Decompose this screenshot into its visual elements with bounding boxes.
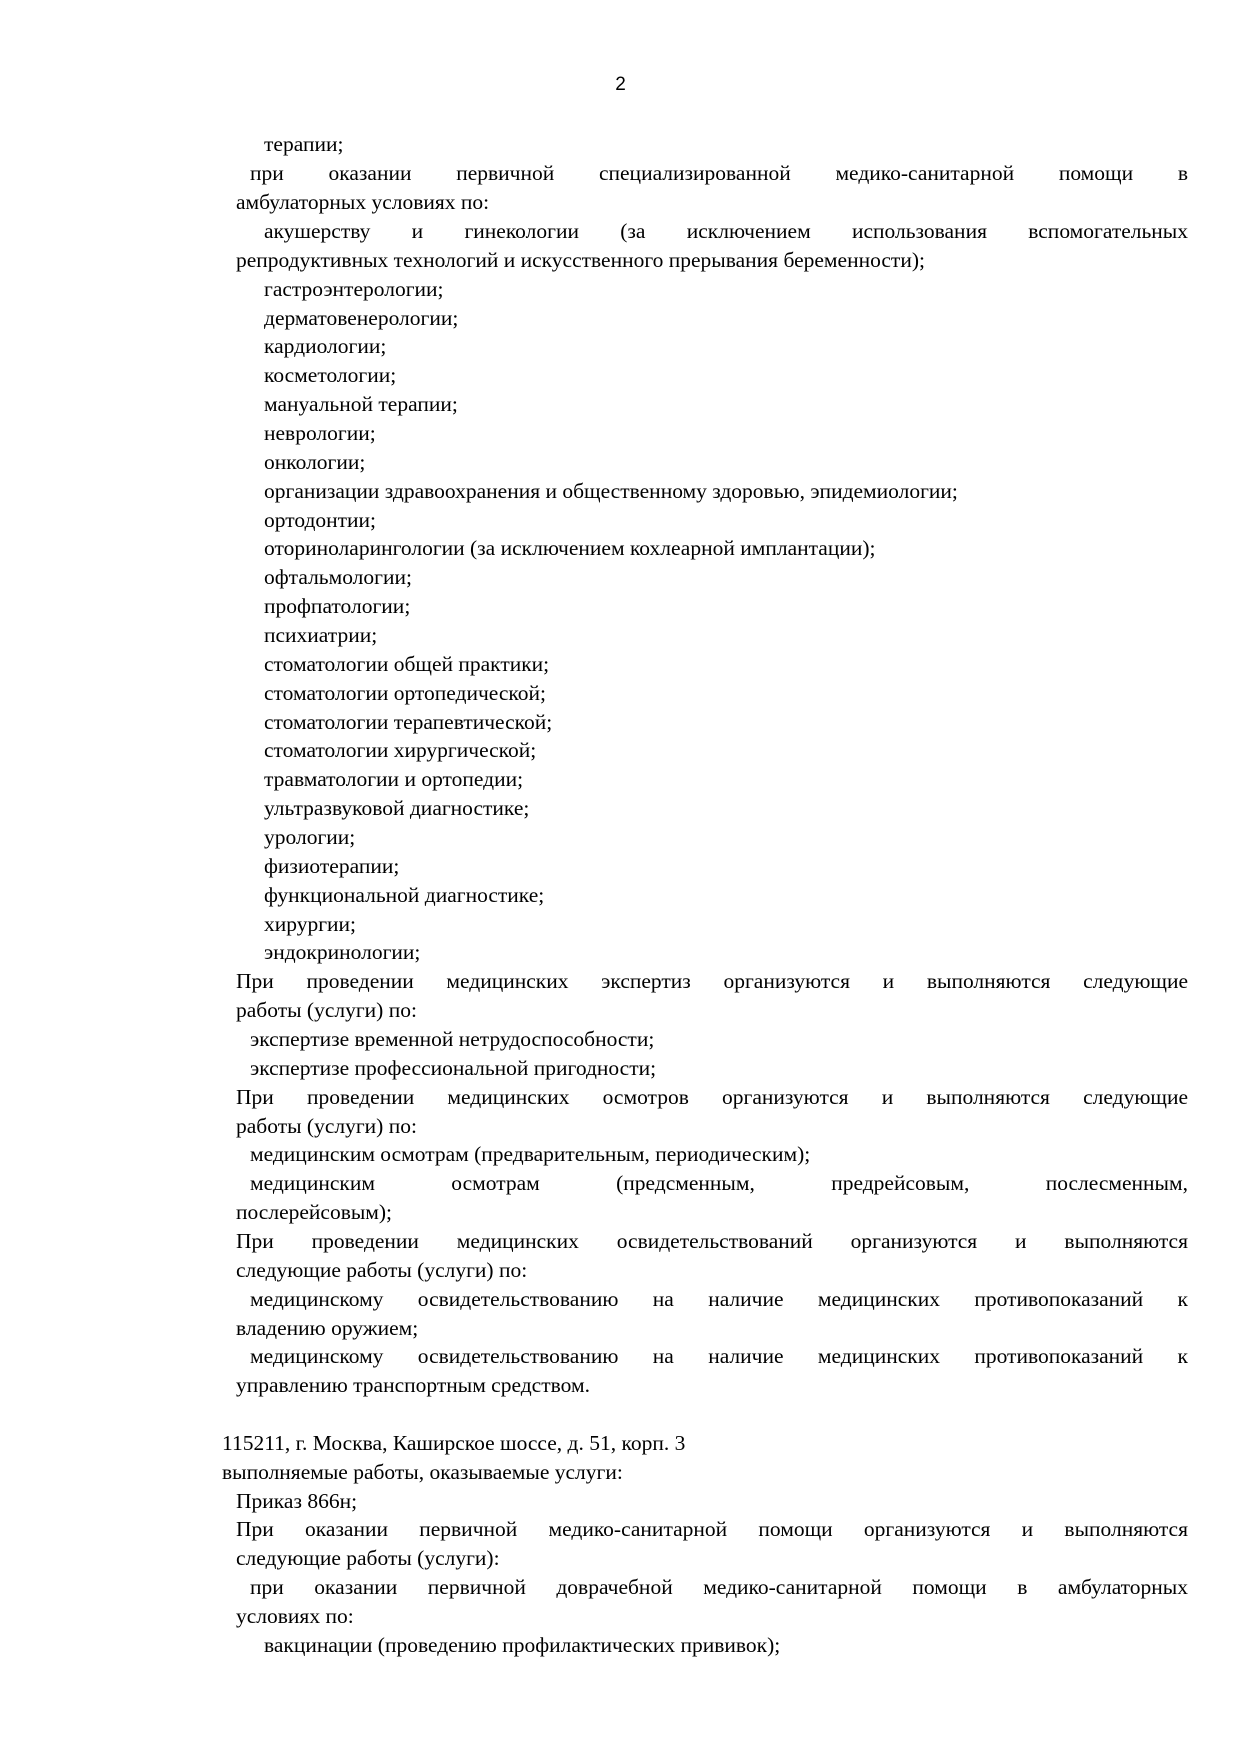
text-line: следующие работы (услуги) по: [236, 1258, 528, 1282]
text-line: хирургии; [264, 912, 357, 936]
text-line: кардиологии; [264, 334, 387, 358]
text-line: экспертизе профессиональной пригодности; [250, 1056, 657, 1080]
text-line: экспертизе временной нетрудоспособности; [250, 1027, 655, 1051]
text-line: владению оружием; [236, 1316, 419, 1340]
text-line: медицинскому освидетельствованию на наличие медицинских противопоказаний к [250, 1344, 1188, 1368]
text-line: профпатологии; [264, 594, 411, 618]
text-line: при оказании первичной специализированной медико-санитарной помощи в [250, 161, 1188, 185]
text-line: гастроэнтерологии; [264, 277, 444, 301]
text-line: выполняемые работы, оказываемые услуги: [222, 1460, 623, 1484]
text-line: следующие работы (услуги): [236, 1546, 500, 1570]
text-line: при оказании первичной доврачебной медико-санитарной помощи в амбулаторных [250, 1575, 1188, 1599]
text-line: условиях по: [236, 1604, 354, 1628]
text-line: При оказании первичной медико-санитарной помощи организуются и выполняются [236, 1517, 1188, 1541]
text-line: Приказ 866н; [236, 1489, 358, 1513]
text-line: стоматологии хирургической; [264, 738, 537, 762]
text-line: ортодонтии; [264, 508, 377, 532]
text-line: ультразвуковой диагностике; [264, 796, 530, 820]
address-line: 115211, г. Москва, Каширское шоссе, д. 51, корп. 3 [222, 1431, 686, 1455]
text-line: медицинским осмотрам (предсменным, предрейсовым, послесменным, [250, 1171, 1188, 1195]
text-line: работы (услуги) по: [236, 998, 417, 1022]
text-line: урологии; [264, 825, 356, 849]
text-line: онкологии; [264, 450, 366, 474]
text-line: косметологии; [264, 363, 397, 387]
text-line: стоматологии терапевтической; [264, 710, 553, 734]
page-number: 2 [615, 74, 626, 95]
text-line: оториноларингологии (за исключением кохлеарной имплантации); [264, 536, 876, 560]
text-line: репродуктивных технологий и искусственного прерывания беременности); [236, 248, 925, 272]
text-line: медицинскому освидетельствованию на наличие медицинских противопоказаний к [250, 1287, 1188, 1311]
text-line: акушерству и гинекологии (за исключением использования вспомогательных [264, 219, 1188, 243]
text-line: стоматологии ортопедической; [264, 681, 547, 705]
text-line: послерейсовым); [236, 1200, 393, 1224]
text-line: стоматологии общей практики; [264, 652, 550, 676]
text-line: терапии; [264, 132, 344, 156]
text-line: работы (услуги) по: [236, 1114, 417, 1138]
text-line: физиотерапии; [264, 854, 400, 878]
text-line: медицинским осмотрам (предварительным, периодическим); [250, 1142, 811, 1166]
text-line: организации здравоохранения и общественному здоровью, эпидемиологии; [264, 479, 958, 503]
text-line: офтальмологии; [264, 565, 412, 589]
text-line: При проведении медицинских экспертиз организуются и выполняются следующие [236, 969, 1188, 993]
text-line: функциональной диагностике; [264, 883, 545, 907]
text-line: вакцинации (проведению профилактических прививок); [264, 1633, 781, 1657]
text-line: амбулаторных условиях по: [236, 190, 490, 214]
text-line: мануальной терапии; [264, 392, 458, 416]
text-line: эндокринологии; [264, 940, 421, 964]
text-line: психиатрии; [264, 623, 378, 647]
text-line: травматологии и ортопедии; [264, 767, 524, 791]
text-line: дерматовенерологии; [264, 306, 459, 330]
text-line: управлению транспортным средством. [236, 1373, 590, 1397]
text-line: При проведении медицинских освидетельствований организуются и выполняются [236, 1229, 1188, 1253]
text-line: При проведении медицинских осмотров организуются и выполняются следующие [236, 1085, 1188, 1109]
text-line: неврологии; [264, 421, 376, 445]
